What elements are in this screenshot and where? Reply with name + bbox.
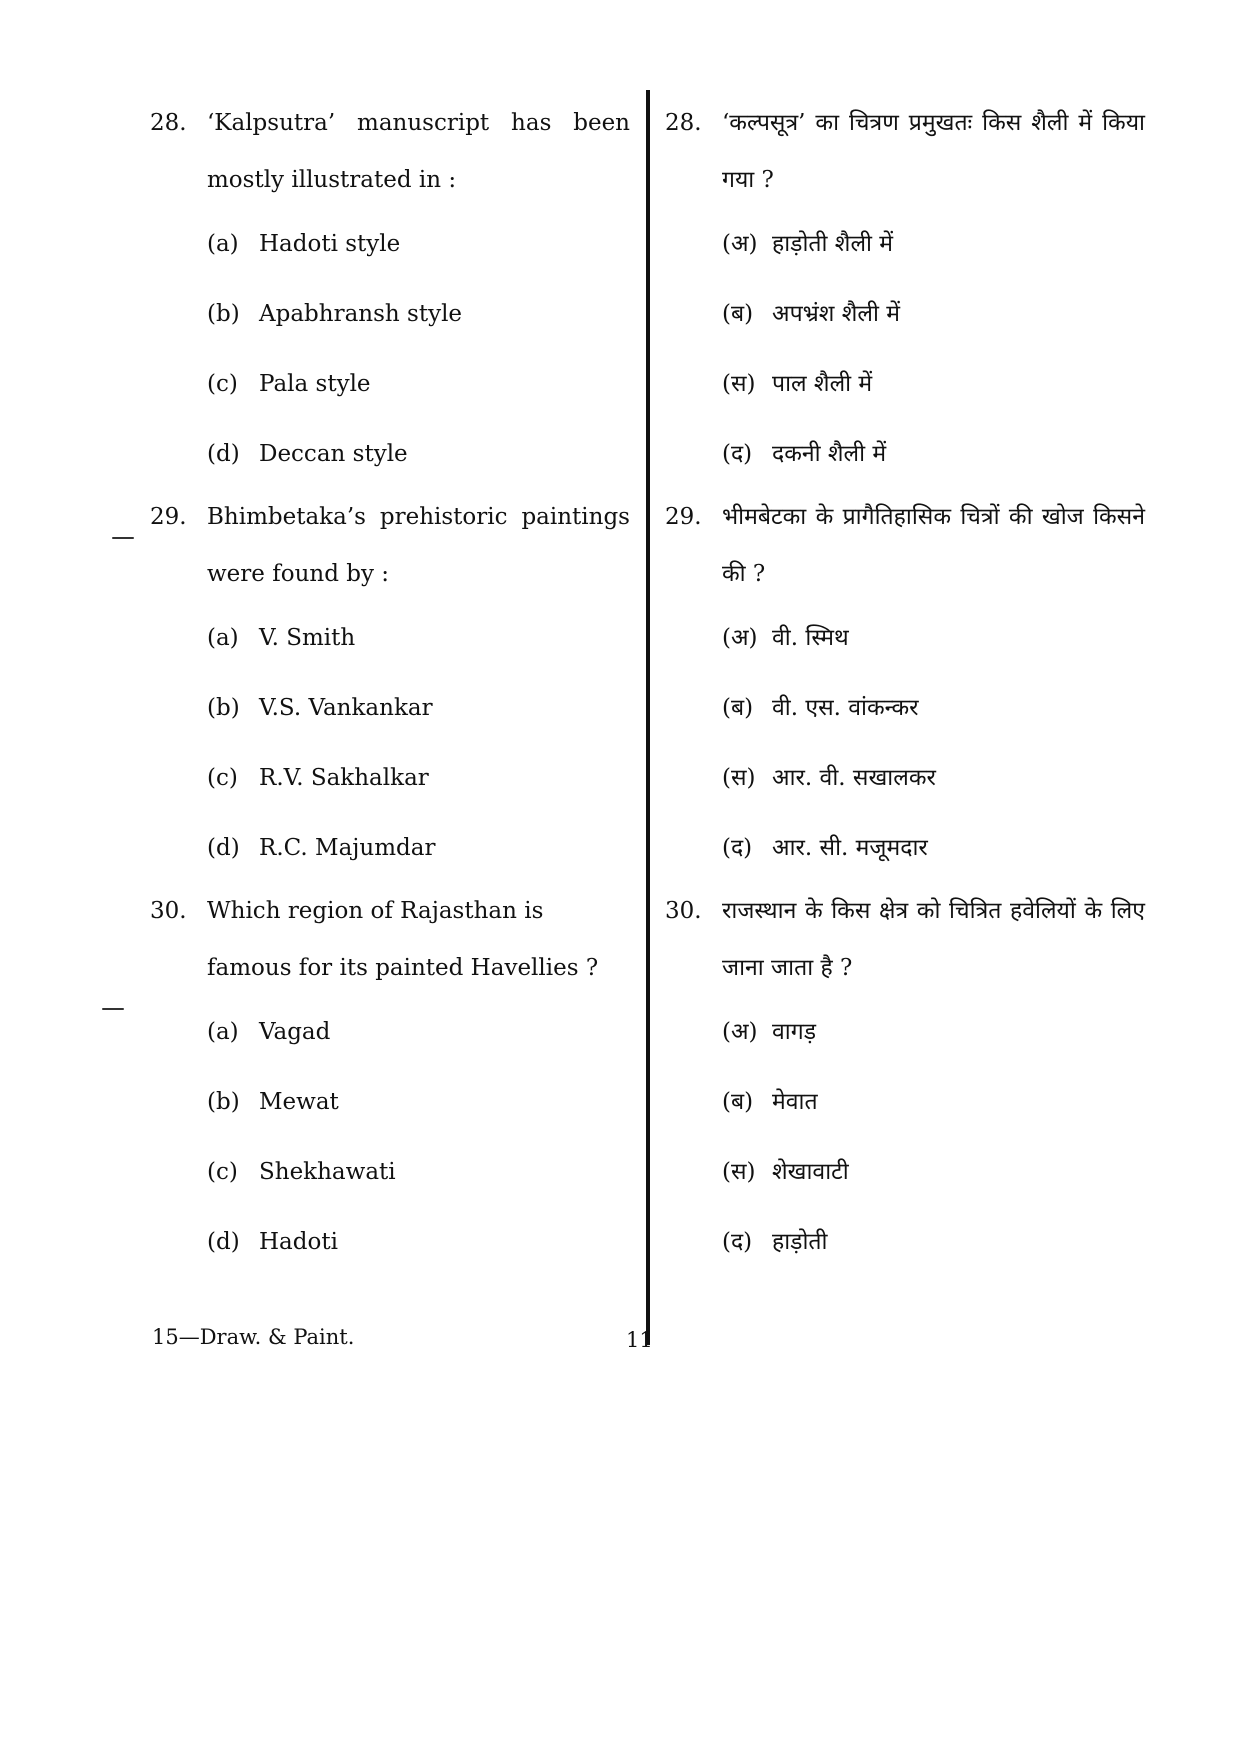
option-a: (अ) वी. स्मिथ <box>722 625 849 651</box>
question-text: भीमबेटका के प्रागैतिहासिक चित्रों की खोज किसने की ? <box>722 504 1145 587</box>
margin-mark <box>102 1008 124 1010</box>
option-a: (a) Vagad <box>207 1019 331 1045</box>
option-c: (c) Shekhawati <box>207 1159 396 1185</box>
option-c: (c) Pala style <box>207 371 371 397</box>
option-b: (ब) वी. एस. वांकन्कर <box>722 695 919 721</box>
question-30-en <box>150 883 630 1277</box>
question-30-hi <box>665 883 1145 1277</box>
question-29-en <box>150 489 630 883</box>
question-number: 30. <box>665 898 702 924</box>
option-a: (a) V. Smith <box>207 625 356 651</box>
option-d: (d) Hadoti <box>207 1229 338 1255</box>
question-28-hi <box>665 95 1145 489</box>
question-number: 30. <box>150 898 187 924</box>
option-d: (d) R.C. Majumdar <box>207 835 436 861</box>
question-number: 28. <box>150 110 187 136</box>
page-number: 11 <box>626 1328 653 1352</box>
option-c: (स) आर. वी. सखालकर <box>722 765 936 791</box>
question-number: 28. <box>665 110 702 136</box>
option-a: (अ) हाड़ोती शैली में <box>722 231 894 257</box>
question-number: 29. <box>665 504 702 530</box>
option-d: (द) हाड़ोती <box>722 1229 828 1255</box>
question-text: राजस्थान के किस क्षेत्र को चित्रित हवेलियों के लिए जाना जाता है ? <box>722 898 1145 981</box>
hindi-column <box>665 95 1145 1277</box>
option-a: (a) Hadoti style <box>207 231 401 257</box>
question-number: 29. <box>150 504 187 530</box>
question-text: Bhimbetaka’s prehistoric paintings were found by : <box>207 504 630 587</box>
option-b: (b) Apabhransh style <box>207 301 463 327</box>
english-column <box>150 95 630 1277</box>
option-c: (स) पाल शैली में <box>722 371 873 397</box>
question-28-en <box>150 95 630 489</box>
option-b: (b) V.S. Vankankar <box>207 695 433 721</box>
option-c: (स) शेखावाटी <box>722 1159 849 1185</box>
question-text: ‘Kalpsutra’ manuscript has been mostly illustrated in : <box>207 110 630 193</box>
option-b: (b) Mewat <box>207 1089 339 1115</box>
question-text: Which region of Rajasthan is famous for its painted Havellies ? <box>207 898 599 981</box>
option-b: (ब) मेवात <box>722 1089 818 1115</box>
margin-mark <box>112 537 134 539</box>
option-d: (द) दकनी शैली में <box>722 441 887 467</box>
question-text: ‘कल्पसूत्र’ का चित्रण प्रमुखतः किस शैली में किया गया ? <box>722 110 1145 193</box>
option-a: (अ) वागड़ <box>722 1019 816 1045</box>
question-29-hi <box>665 489 1145 883</box>
option-b: (ब) अपभ्रंश शैली में <box>722 301 901 327</box>
option-c: (c) R.V. Sakhalkar <box>207 765 429 791</box>
paper-code: 15—Draw. & Paint. <box>152 1325 355 1349</box>
option-d: (d) Deccan style <box>207 441 408 467</box>
column-divider <box>646 90 650 1345</box>
option-d: (द) आर. सी. मजूमदार <box>722 835 928 861</box>
